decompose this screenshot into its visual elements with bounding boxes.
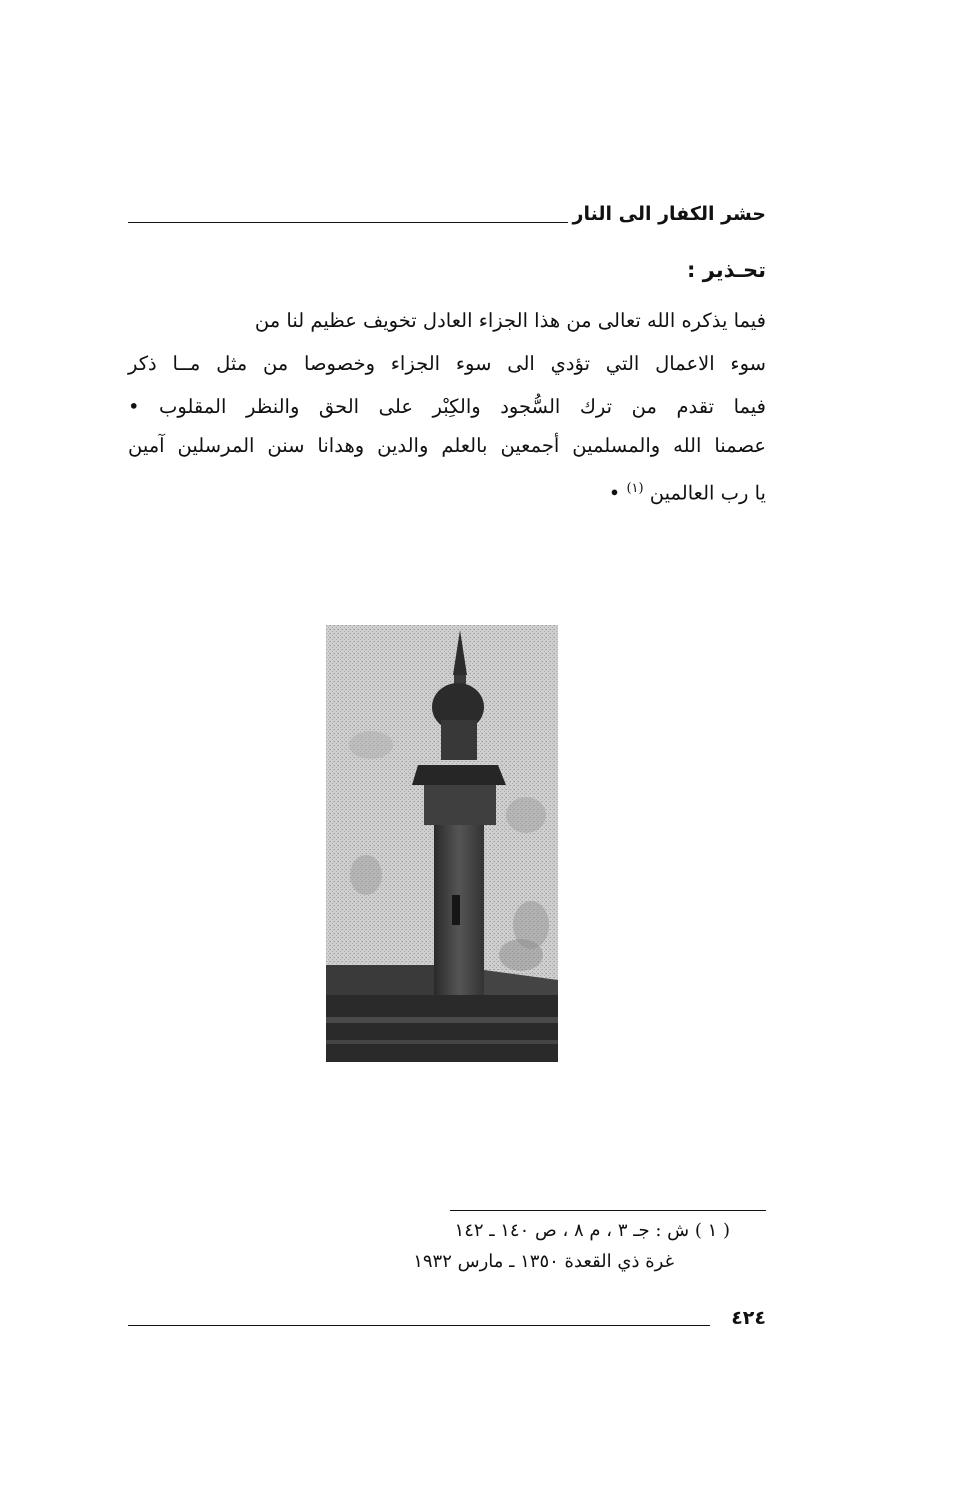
running-header — [128, 200, 766, 230]
footnote-rule — [450, 1210, 766, 1211]
footnote-line: ( ١ ) ش : جـ ٣ ، م ٨ ، ص ١٤٠ ـ ١٤٢ — [454, 1220, 730, 1241]
body-line: سوء الاعمال التي تؤدي الى سوء الجزاء وخصوصا من مثل مــا ذكر — [128, 352, 766, 375]
body-last-text: يا رب العالمين — [649, 481, 766, 505]
running-title: حشر الكفار الى النار — [572, 203, 766, 225]
footnote-reference: (١) — [626, 481, 644, 496]
body-line: فيما يذكره الله تعالى من هذا الجزاء العادل تخويف عظيم لنا من — [254, 309, 766, 332]
section-heading: تحـذير : — [687, 258, 766, 282]
footnote-line: غرة ذي القعدة ١٣٥٠ ـ مارس ١٩٣٢ — [413, 1251, 674, 1272]
page-footer — [128, 1305, 766, 1335]
body-line: عصمنا الله والمسلمين أجمعين بالعلم والدين وهدانا سنن المرسلين آمين — [128, 434, 766, 457]
header-rule — [128, 222, 568, 223]
minaret-photo-drawing — [326, 625, 558, 1062]
body-line: فيما تقدم من ترك السُّجود والكِبْر على الحق والنظر المقلوب • — [128, 395, 766, 418]
body-last-end: • — [608, 481, 627, 505]
body-line-last — [128, 474, 766, 509]
page-number: ٤٢٤ — [731, 1307, 766, 1329]
minaret-photo — [326, 625, 558, 1062]
footer-rule — [128, 1325, 710, 1326]
